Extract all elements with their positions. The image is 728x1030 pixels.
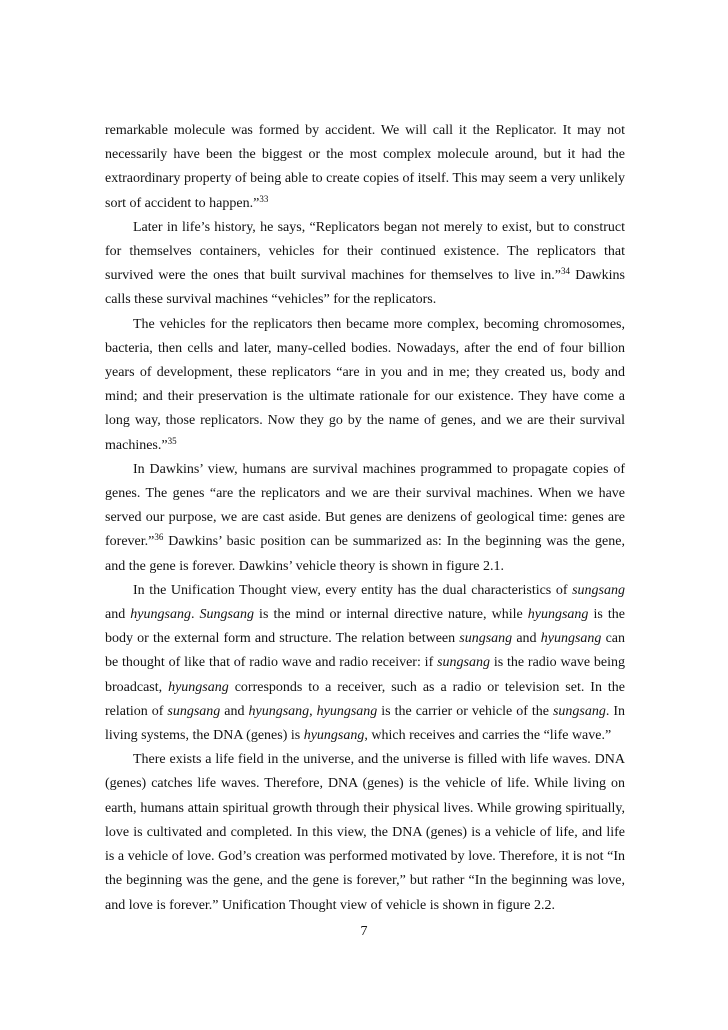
italic-term: hyungsang bbox=[303, 728, 365, 744]
text-run: Later in life’s history, he says, “Replicators began not merely to exist, but to construct for themselves containers, vehicles for their continued existence. The replicators that survived were the ones that built survival machines for themselves to live in.” bbox=[105, 219, 625, 284]
text-run: Dawkins calls these survival machines “vehicles” for the replicators. bbox=[105, 268, 625, 308]
text-run: is the radio wave being broadcast, bbox=[105, 655, 625, 695]
text-run: can be thought of like that of radio wave and radio receiver: if bbox=[105, 631, 625, 671]
text-run: There exists a life field in the universe, and the universe is filled with life waves. DNA (genes) catches life waves. Therefore, DNA (genes) is the vehicle of life. While living on earth, humans attain spiritual growth through their physical lives. While growing spiritually, love is cultivated and completed. In this view, the DNA (genes) is a vehicle of life, and life is a vehicle of love. God’s creation was performed motivated by love. Therefore, it is not “In the beginning was the gene, and the gene is forever,” but rather “In the beginning was love, and love is forever.” Unification Thought view of vehicle is shown in figure 2.2. bbox=[105, 752, 625, 913]
text-run: , which receives and carries the “life wave.” bbox=[364, 728, 612, 744]
footnote-reference: 33 bbox=[259, 193, 269, 204]
footnote-reference: 36 bbox=[154, 532, 164, 543]
text-run: is the carrier or vehicle of the bbox=[377, 703, 553, 719]
text-run: In the Unification Thought view, every entity has the dual characteristics of bbox=[133, 582, 573, 598]
page-number: 7 bbox=[360, 924, 368, 939]
paragraph bbox=[105, 119, 625, 216]
text-run: Dawkins’ basic position can be summarized as: In the beginning was the gene, and the gene is forever. Dawkins’ vehicle theory is shown in figure 2.1. bbox=[105, 534, 625, 574]
italic-term: hyungsang bbox=[248, 703, 310, 719]
text-run: remarkable molecule was formed by accident. We will call it the Replicator. It may not necessarily have been the biggest or the most complex molecule around, but it had the extraordinary property of being able to create copies of itself. This may seem a very unlikely sort of accident to happen.” bbox=[105, 123, 625, 211]
italic-term: hyungsang bbox=[316, 703, 378, 719]
text-run: and bbox=[105, 607, 131, 623]
footnote-reference: 35 bbox=[167, 435, 177, 446]
footnote-reference: 34 bbox=[561, 266, 571, 277]
italic-term: hyungsang bbox=[527, 607, 589, 623]
text-run: . In living systems, the DNA (genes) is bbox=[105, 703, 626, 744]
italic-term: hyungsang bbox=[130, 607, 191, 623]
paragraph bbox=[105, 313, 625, 458]
italic-term: sungsang bbox=[572, 582, 625, 598]
italic-term: sungsang bbox=[552, 703, 606, 719]
italic-term: Sungsang bbox=[199, 607, 254, 623]
body-text bbox=[105, 119, 625, 918]
paragraph bbox=[105, 458, 625, 579]
italic-term: sungsang bbox=[437, 655, 490, 671]
paragraph bbox=[105, 216, 625, 313]
text-run: is the body or the external form and structure. The relation between bbox=[105, 607, 626, 647]
text-run: In Dawkins’ view, humans are survival machines programmed to propagate copies of genes. The genes “are the replicators and we are their survival machines. When we have served our purpose, we are cast aside. But genes are denizens of geological time: genes are forever.” bbox=[105, 461, 625, 550]
italic-term: hyungsang bbox=[168, 679, 229, 695]
paragraph bbox=[105, 579, 625, 748]
text-run: and bbox=[512, 631, 541, 647]
text-run: . bbox=[190, 607, 200, 623]
text-run: , bbox=[309, 703, 317, 719]
italic-term: hyungsang bbox=[540, 631, 602, 647]
text-run: is the mind or internal directive nature, while bbox=[253, 607, 528, 623]
paragraph bbox=[105, 748, 625, 917]
text-run: The vehicles for the replicators then became more complex, becoming chromosomes, bacteria, then cells and later, many-celled bodies. Nowadays, after the end of four billion years of development, these replicators “are in you and in me; they created us, body and mind; and their preservation is the ultimate rationale for our existence. They have come a long way, those replicators. Now they go by the name of genes, and we are their survival machines.” bbox=[105, 316, 625, 453]
italic-term: sungsang bbox=[167, 703, 221, 719]
text-run: corresponds to a receiver, such as a radio or television set. In the relation of bbox=[105, 679, 625, 719]
text-run: and bbox=[220, 703, 249, 719]
italic-term: sungsang bbox=[459, 631, 513, 647]
